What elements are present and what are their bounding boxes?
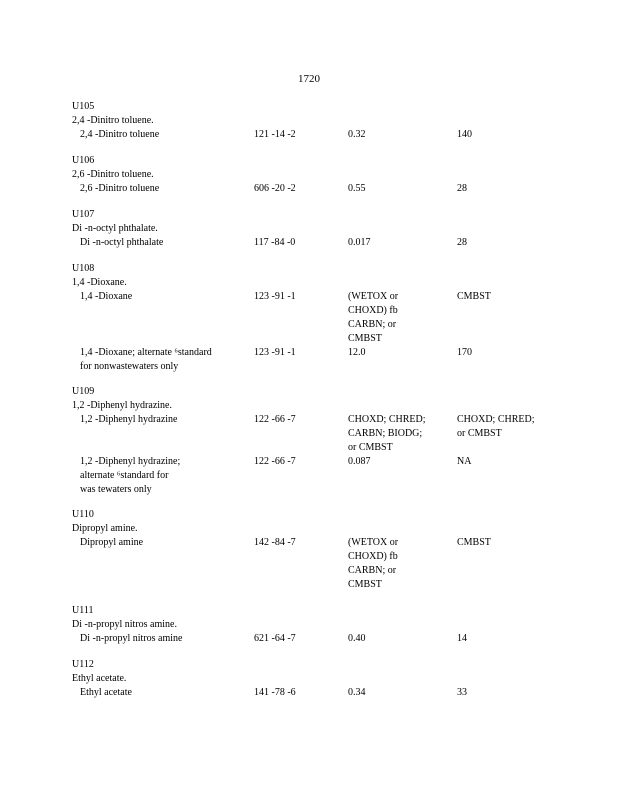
cas-number: 142 -84 -7 [254, 537, 296, 548]
waste-entry [72, 100, 592, 142]
constituent-name: 1,4 -Dioxane [80, 291, 133, 302]
nonwastewater-standard: 33 [457, 687, 467, 698]
waste-code: U106 [72, 155, 95, 166]
waste-entry [72, 604, 592, 646]
constituent-row [72, 413, 592, 455]
waste-code: U112 [72, 659, 94, 670]
waste-name: 2,4 -Dinitro toluene. [72, 115, 154, 126]
waste-code: U111 [72, 605, 94, 616]
waste-code: U107 [72, 209, 95, 220]
waste-code: U109 [72, 386, 95, 397]
page-number: 1720 [298, 73, 320, 85]
constituent-row [72, 632, 592, 646]
constituent-row [72, 686, 592, 700]
constituent-row [72, 346, 592, 374]
constituent-row [72, 182, 592, 196]
wastewater-standard: (WETOX or CHOXD) fb CARBN; or CMBST [348, 291, 399, 344]
wastewater-standard: 0.55 [348, 183, 366, 194]
nonwastewater-standard: 28 [457, 183, 467, 194]
cas-number: 621 -64 -7 [254, 633, 296, 644]
constituent-name: Dipropyl amine [80, 537, 144, 548]
nonwastewater-standard: 28 [457, 237, 467, 248]
waste-name: Di -n-propyl nitros amine. [72, 619, 177, 630]
wastewater-standard: 0.40 [348, 633, 366, 644]
waste-entry [72, 658, 592, 700]
constituent-row [72, 455, 592, 497]
constituent-row [72, 290, 592, 346]
nonwastewater-standard: CMBST [457, 291, 491, 302]
constituent-name: 1,4 -Dioxane; alternate ⁶standard for nonwastewaters only [80, 347, 212, 372]
nonwastewater-standard: NA [457, 456, 472, 467]
cas-number: 122 -66 -7 [254, 414, 296, 425]
wastewater-standard: 0.087 [348, 456, 371, 467]
waste-entry [72, 154, 592, 196]
cas-number: 141 -78 -6 [254, 687, 296, 698]
constituent-row [72, 236, 592, 250]
wastewater-standard: CHOXD; CHRED; CARBN; BIODG; or CMBST [348, 414, 426, 453]
waste-code: U110 [72, 509, 94, 520]
constituent-name: Di -n-octyl phthalate [80, 237, 164, 248]
waste-entry [72, 208, 592, 250]
waste-entry [72, 508, 592, 592]
wastewater-standard: (WETOX or CHOXD) fb CARBN; or CMBST [348, 537, 399, 590]
constituent-name: 2,6 -Dinitro toluene [80, 183, 160, 194]
waste-name: 2,6 -Dinitro toluene. [72, 169, 154, 180]
waste-name: 1,2 -Diphenyl hydrazine. [72, 400, 172, 411]
constituent-name: Ethyl acetate [80, 687, 132, 698]
constituent-row [72, 536, 592, 592]
cas-number: 123 -91 -1 [254, 347, 296, 358]
cas-number: 122 -66 -7 [254, 456, 296, 467]
constituent-name: 1,2 -Diphenyl hydrazine; alternate ⁶standard for was tewaters only [80, 456, 181, 495]
nonwastewater-standard: CHOXD; CHRED; or CMBST [457, 414, 535, 439]
wastewater-standard: 12.0 [348, 347, 366, 358]
waste-name: Dipropyl amine. [72, 523, 138, 534]
wastewater-standard: 0.32 [348, 129, 366, 140]
cas-number: 606 -20 -2 [254, 183, 296, 194]
cas-number: 121 -14 -2 [254, 129, 296, 140]
waste-name: Di -n-octyl phthalate. [72, 223, 158, 234]
waste-name: 1,4 -Dioxane. [72, 277, 127, 288]
waste-entry [72, 262, 592, 374]
constituent-name: 2,4 -Dinitro toluene [80, 129, 160, 140]
waste-code: U105 [72, 101, 95, 112]
wastewater-standard: 0.017 [348, 237, 371, 248]
cas-number: 117 -84 -0 [254, 237, 296, 248]
waste-code: U108 [72, 263, 95, 274]
nonwastewater-standard: 140 [457, 129, 472, 140]
cas-number: 123 -91 -1 [254, 291, 296, 302]
nonwastewater-standard: CMBST [457, 537, 491, 548]
constituent-row [72, 128, 592, 142]
constituent-name: Di -n-propyl nitros amine [80, 633, 183, 644]
wastewater-standard: 0.34 [348, 687, 366, 698]
waste-entry [72, 385, 592, 497]
waste-name: Ethyl acetate. [72, 673, 127, 684]
nonwastewater-standard: 14 [457, 633, 467, 644]
nonwastewater-standard: 170 [457, 347, 472, 358]
constituent-name: 1,2 -Diphenyl hydrazine [80, 414, 178, 425]
